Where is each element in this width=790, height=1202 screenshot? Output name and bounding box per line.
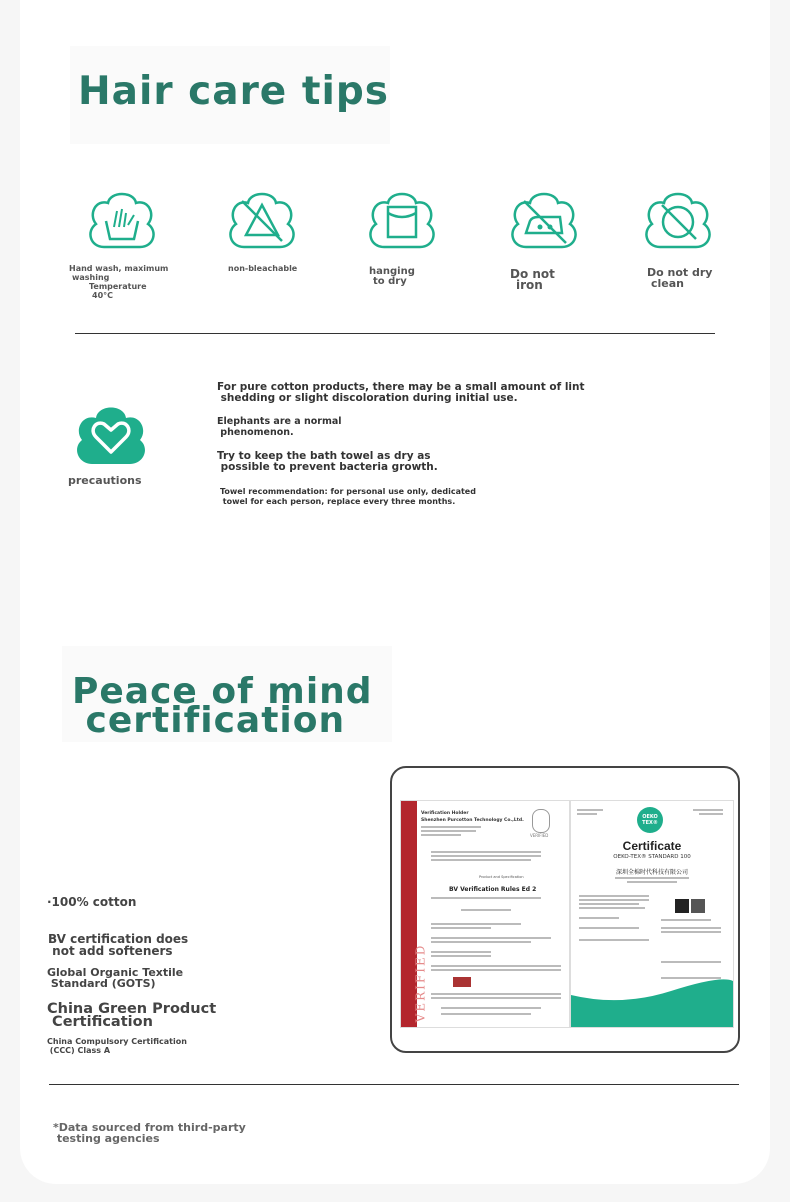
text-line <box>693 809 723 811</box>
text-line <box>431 859 531 861</box>
non-bleach-icon <box>224 187 300 253</box>
bv-badge-icon <box>532 809 550 833</box>
text-line <box>431 965 561 967</box>
text-line <box>431 851 541 853</box>
precaution-note: Towel recommendation: for personal use only, dedicated towel for each person, replace every three months. <box>220 487 476 506</box>
text-line <box>441 1007 541 1009</box>
cert-item: China Compulsory Certification (CCC) Class A <box>47 1037 187 1055</box>
bv-heading: Verification Holder <box>421 811 469 816</box>
text-line <box>661 927 721 929</box>
text-line <box>431 923 521 925</box>
cert-item: China Green Product Certification <box>47 1001 217 1030</box>
text-line <box>431 897 541 899</box>
text-line <box>579 895 649 897</box>
care-label-non-bleach: non-bleachable <box>228 264 298 273</box>
text-line <box>579 927 639 929</box>
cert-item: BV certification does not add softeners <box>48 932 189 958</box>
do-not-dry-clean-icon <box>640 187 716 253</box>
text-line <box>421 826 481 828</box>
care-label-line: iron <box>516 278 543 292</box>
oeko-tex-certificate <box>570 800 734 1028</box>
divider <box>75 333 715 334</box>
care-label-line: Temperature <box>89 282 147 291</box>
care-label-line: Do not dry <box>647 266 713 279</box>
text-line <box>699 813 723 815</box>
care-label-line: to dry <box>373 276 407 287</box>
care-label-line: Do not <box>510 267 555 281</box>
text-line <box>579 939 649 941</box>
text-line <box>431 951 491 953</box>
text-line <box>431 941 531 943</box>
oeko-title: Certificate <box>622 839 682 853</box>
care-label-line: 40°C <box>92 291 114 300</box>
bv-side-text: VERIFIED <box>413 943 428 1023</box>
care-label-line: Hand wash, maximum <box>69 264 169 273</box>
oeko-qr-code-2 <box>691 899 705 913</box>
text-line <box>461 909 511 911</box>
text-line <box>441 1013 531 1015</box>
oeko-logo-line1: OEKO <box>642 814 658 820</box>
text-line <box>431 955 491 957</box>
text-line <box>661 919 711 921</box>
care-label-line: washing <box>72 273 110 282</box>
hair-care-title: Hair care tips <box>78 69 389 114</box>
hand-wash-icon <box>84 187 160 253</box>
text-line <box>661 961 721 963</box>
bv-certificate <box>400 800 570 1028</box>
text-line <box>431 927 491 929</box>
cert-item: Global Organic Textile Standard (GOTS) <box>47 966 184 990</box>
oeko-logo-line2: TEX® <box>642 820 658 826</box>
text-line <box>579 917 619 919</box>
text-line <box>579 907 645 909</box>
precaution-note: Try to keep the bath towel as dry as possible to prevent bacteria growth. <box>217 450 438 473</box>
heart-icon <box>72 402 150 468</box>
certification-title-line2: certification <box>72 700 346 741</box>
certificate-frame <box>390 766 740 1053</box>
bv-seal <box>453 977 471 987</box>
care-icon-no-iron <box>506 187 582 257</box>
text-line <box>661 931 721 933</box>
text-line <box>579 903 639 905</box>
text-line <box>615 877 689 879</box>
text-line <box>421 834 461 836</box>
care-label-line: hanging <box>369 266 415 277</box>
text-line <box>431 993 561 995</box>
care-icon-hand-wash <box>84 187 160 257</box>
precaution-note: For pure cotton products, there may be a small amount of lint shedding or slight discoloration during initial use. <box>217 381 585 404</box>
hang-dry-icon <box>364 187 440 253</box>
text-line <box>577 809 603 811</box>
bv-badge-label: VERIFIED <box>530 833 549 838</box>
text-line <box>421 830 476 832</box>
bv-company: Shenzhen Purcotton Technology Co.,Ltd. <box>421 818 524 823</box>
bv-rules-title: BV Verification Rules Ed 2 <box>449 886 537 893</box>
cert-item: ·100% cotton <box>47 895 137 909</box>
oeko-qr-code <box>675 899 689 913</box>
text-line <box>431 937 551 939</box>
care-icon-no-dry-clean <box>640 187 716 257</box>
care-icon-non-bleach <box>224 187 300 257</box>
text-line <box>577 813 597 815</box>
text-line <box>431 997 561 999</box>
do-not-iron-icon <box>506 187 582 253</box>
precautions-label: precautions <box>68 474 142 487</box>
oeko-standard: OEKO-TEX® STANDARD 100 <box>613 854 691 860</box>
oeko-company: 深圳全棉时代科技有限公司 <box>615 869 688 876</box>
text-line <box>431 969 561 971</box>
oeko-logo <box>637 807 663 833</box>
text-line <box>431 855 541 857</box>
divider <box>49 1084 739 1085</box>
oeko-wave-footer <box>571 977 733 1027</box>
precautions-icon-wrap <box>72 402 150 472</box>
precaution-note: Elephants are a normal phenomenon. <box>217 416 342 438</box>
bv-section-label: Product and Specification <box>479 875 524 879</box>
care-icon-hang-dry <box>364 187 440 257</box>
care-label-line: clean <box>651 277 685 290</box>
text-line <box>627 881 677 883</box>
text-line <box>579 899 649 901</box>
footnote: *Data sourced from third-party testing agencies <box>53 1121 246 1145</box>
certification-title-line1: Peace of mind <box>72 671 373 712</box>
